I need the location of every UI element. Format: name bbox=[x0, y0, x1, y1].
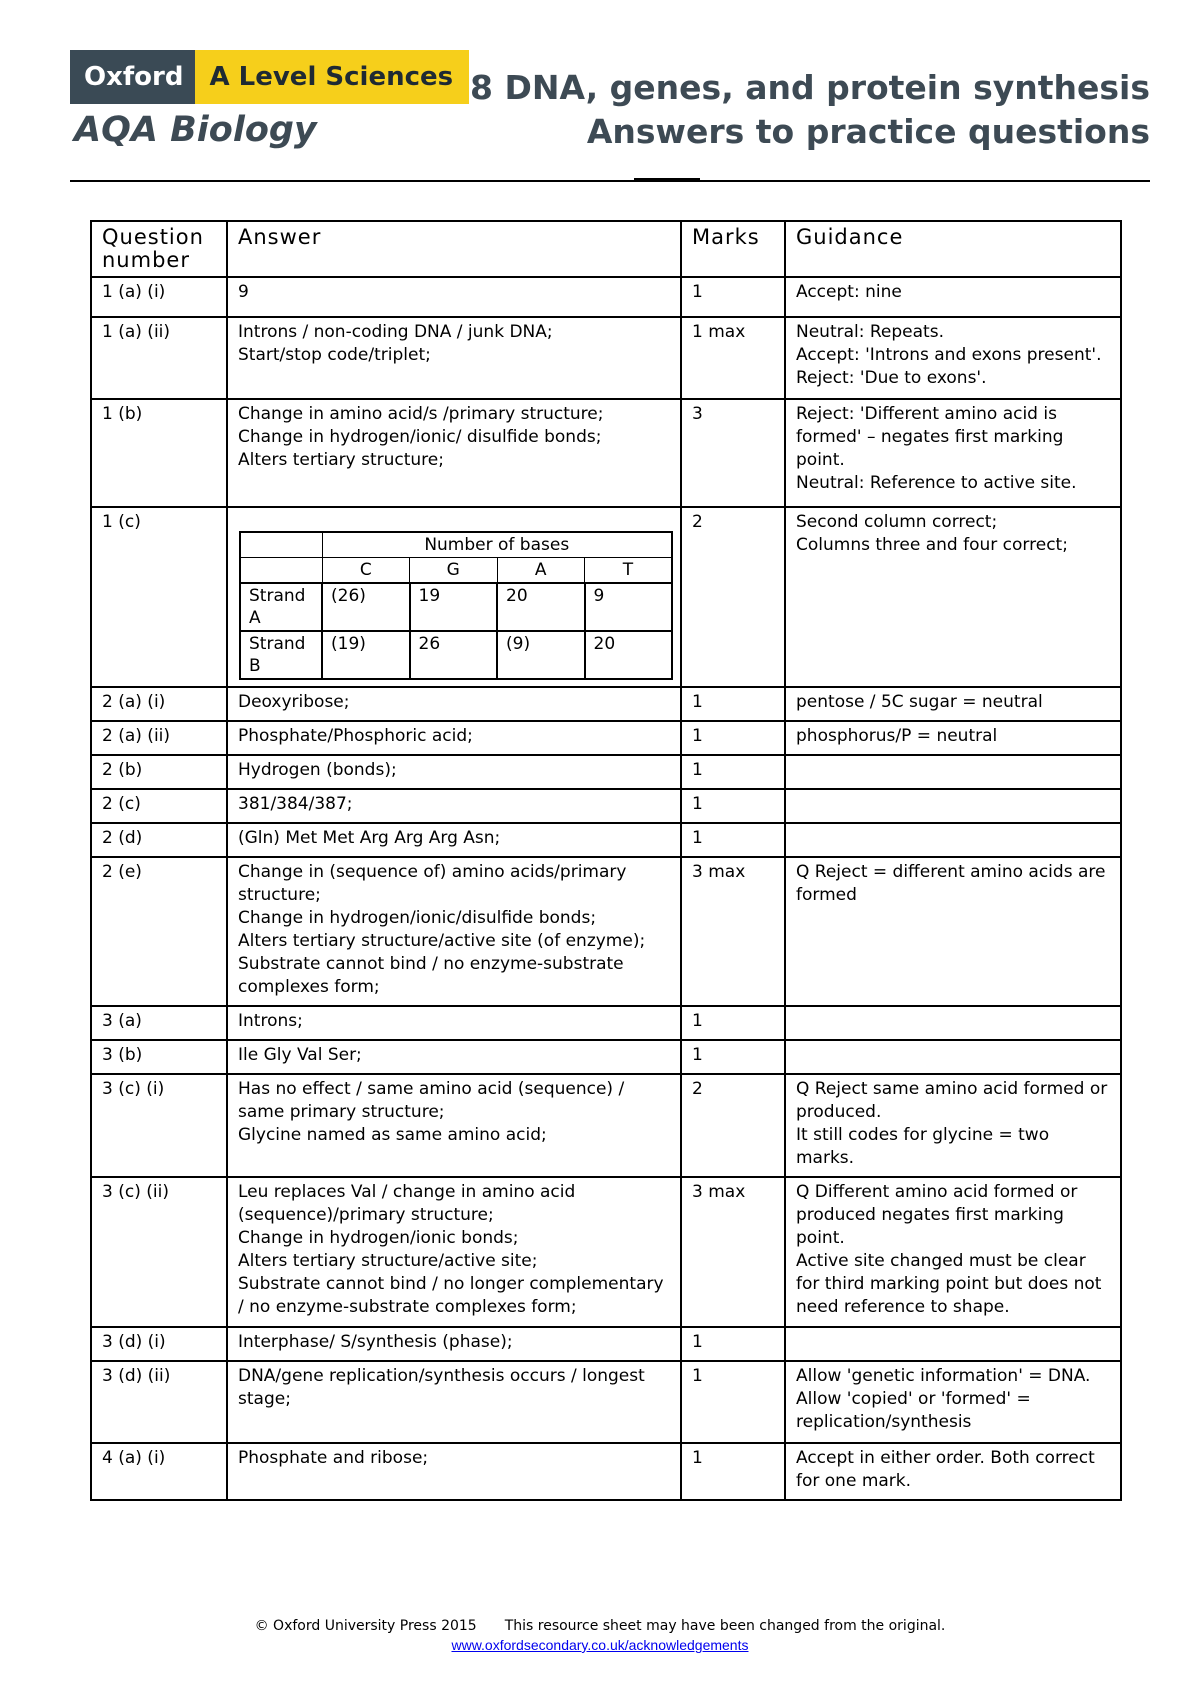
bases-value: 20 bbox=[585, 631, 673, 679]
answer-line: Hydrogen (bonds); bbox=[238, 760, 397, 780]
guidance-cell bbox=[785, 399, 1121, 507]
bases-column-a: A bbox=[497, 558, 585, 584]
answer-line: Change in hydrogen/ionic/disulfide bonds; bbox=[238, 908, 597, 928]
guidance-cell bbox=[785, 1443, 1121, 1500]
header-divider-accent bbox=[634, 178, 700, 180]
title-line-2: Answers to practice questions bbox=[586, 112, 1150, 151]
answer-line: Change in hydrogen/ionic/ disulfide bonds; bbox=[238, 427, 602, 447]
resource-notice: This resource sheet may have been changed from the original. bbox=[504, 1618, 946, 1634]
marks-cell: 2 bbox=[681, 1074, 785, 1177]
answer-line: Change in (sequence of) amino acids/primary structure; bbox=[238, 862, 627, 905]
document-title bbox=[470, 66, 1150, 154]
question-number: 2 (c) bbox=[91, 789, 227, 823]
answer-cell bbox=[227, 789, 681, 823]
marks-cell: 1 max bbox=[681, 317, 785, 399]
table-row bbox=[91, 277, 1121, 317]
answer-line: Has no effect / same amino acid (sequence) / same primary structure; bbox=[238, 1079, 625, 1122]
guidance-cell bbox=[785, 755, 1121, 789]
answer-line: Substrate cannot bind / no enzyme-substrate complexes form; bbox=[238, 954, 624, 997]
bases-value: (26) bbox=[322, 583, 410, 631]
table-row bbox=[91, 789, 1121, 823]
question-number: 2 (b) bbox=[91, 755, 227, 789]
bases-value: 20 bbox=[497, 583, 585, 631]
oxford-logo bbox=[70, 50, 469, 104]
guidance-line: Q Different amino acid formed or produced negates first marking point. bbox=[796, 1182, 1078, 1248]
question-number: 1 (a) (ii) bbox=[91, 317, 227, 399]
header-question-number: Question number bbox=[91, 221, 227, 277]
question-number: 3 (b) bbox=[91, 1040, 227, 1074]
guidance-cell bbox=[785, 823, 1121, 857]
bases-header: Number of bases bbox=[322, 532, 672, 558]
answer-line: Phosphate/Phosphoric acid; bbox=[238, 726, 473, 746]
guidance-line: Allow 'genetic information' = DNA. bbox=[796, 1366, 1091, 1386]
question-number: 2 (e) bbox=[91, 857, 227, 1006]
guidance-line: phosphorus/P = neutral bbox=[796, 726, 998, 746]
answer-cell bbox=[227, 823, 681, 857]
table-row bbox=[91, 1006, 1121, 1040]
table-row bbox=[91, 1361, 1121, 1443]
page-footer bbox=[0, 1618, 1200, 1653]
bases-table bbox=[239, 531, 673, 680]
answer-line: Deoxyribose; bbox=[238, 692, 350, 712]
answer-line: Ile Gly Val Ser; bbox=[238, 1045, 362, 1065]
guidance-cell bbox=[785, 1006, 1121, 1040]
bases-corner-2 bbox=[240, 558, 322, 584]
question-number: 1 (b) bbox=[91, 399, 227, 507]
guidance-cell bbox=[785, 687, 1121, 721]
answer-cell bbox=[227, 399, 681, 507]
guidance-line: Q Reject same amino acid formed or produced. bbox=[796, 1079, 1108, 1122]
strand-label: Strand B bbox=[240, 631, 322, 679]
guidance-line: Reject: 'Due to exons'. bbox=[796, 368, 987, 388]
answer-line: Introns; bbox=[238, 1011, 303, 1031]
guidance-cell bbox=[785, 1074, 1121, 1177]
guidance-cell bbox=[785, 317, 1121, 399]
question-number: 3 (d) (ii) bbox=[91, 1361, 227, 1443]
guidance-cell bbox=[785, 277, 1121, 317]
marks-cell: 1 bbox=[681, 687, 785, 721]
guidance-line: Accept: nine bbox=[796, 282, 902, 302]
answer-cell bbox=[227, 317, 681, 399]
header-marks: Marks bbox=[681, 221, 785, 277]
bases-value: 9 bbox=[585, 583, 673, 631]
answer-line: Alters tertiary structure; bbox=[238, 450, 444, 470]
marks-cell: 3 max bbox=[681, 1177, 785, 1327]
answer-cell bbox=[227, 687, 681, 721]
answer-cell bbox=[227, 1074, 681, 1177]
acknowledgements-link[interactable]: www.oxfordsecondary.co.uk/acknowledgements bbox=[451, 1637, 749, 1653]
marks-cell: 1 bbox=[681, 1006, 785, 1040]
guidance-line: Accept in either order. Both correct for one mark. bbox=[796, 1448, 1095, 1491]
answer-line: Phosphate and ribose; bbox=[238, 1448, 429, 1468]
marks-cell: 1 bbox=[681, 277, 785, 317]
marks-cell: 3 bbox=[681, 399, 785, 507]
table-row bbox=[91, 1074, 1121, 1177]
marks-cell: 3 max bbox=[681, 857, 785, 1006]
guidance-line: Second column correct; bbox=[796, 512, 998, 532]
answer-line: Alters tertiary structure/active site (of enzyme); bbox=[238, 931, 646, 951]
answer-line: Change in hydrogen/ionic bonds; bbox=[238, 1228, 519, 1248]
answer-cell bbox=[227, 507, 681, 687]
guidance-line: It still codes for glycine = two marks. bbox=[796, 1125, 1050, 1168]
bases-value: (19) bbox=[322, 631, 410, 679]
bases-column-g: G bbox=[410, 558, 498, 584]
answer-line: Interphase/ S/synthesis (phase); bbox=[238, 1332, 513, 1352]
answer-cell bbox=[227, 755, 681, 789]
marks-cell: 1 bbox=[681, 721, 785, 755]
table-row bbox=[91, 857, 1121, 1006]
answer-line: (Gln) Met Met Arg Arg Arg Asn; bbox=[238, 828, 501, 848]
logo-series: A Level Sciences bbox=[195, 50, 469, 104]
answer-cell bbox=[227, 721, 681, 755]
bases-value: 26 bbox=[410, 631, 498, 679]
table-row bbox=[91, 507, 1121, 687]
guidance-cell bbox=[785, 789, 1121, 823]
table-row bbox=[91, 1177, 1121, 1327]
table-row bbox=[91, 1327, 1121, 1361]
table-row bbox=[91, 823, 1121, 857]
answer-line: Glycine named as same amino acid; bbox=[238, 1125, 547, 1145]
guidance-cell bbox=[785, 507, 1121, 687]
marks-cell: 1 bbox=[681, 1443, 785, 1500]
marks-cell: 1 bbox=[681, 1327, 785, 1361]
marks-cell: 1 bbox=[681, 1361, 785, 1443]
subject-title: AQA Biology bbox=[74, 110, 317, 150]
table-row bbox=[91, 755, 1121, 789]
question-number: 3 (d) (i) bbox=[91, 1327, 227, 1361]
copyright-text: © Oxford University Press 2015 bbox=[254, 1618, 477, 1634]
answer-cell bbox=[227, 1327, 681, 1361]
answer-cell bbox=[227, 1361, 681, 1443]
answer-line: Start/stop code/triplet; bbox=[238, 345, 431, 365]
question-number: 2 (a) (i) bbox=[91, 687, 227, 721]
guidance-line: Accept: 'Introns and exons present'. bbox=[796, 345, 1102, 365]
guidance-line: Columns three and four correct; bbox=[796, 535, 1068, 555]
table-header-row bbox=[91, 221, 1121, 277]
table-row bbox=[91, 317, 1121, 399]
table-row bbox=[91, 399, 1121, 507]
guidance-line: Neutral: Reference to active site. bbox=[796, 473, 1077, 493]
marks-cell: 1 bbox=[681, 823, 785, 857]
table-row bbox=[91, 1040, 1121, 1074]
bases-value: 19 bbox=[410, 583, 498, 631]
guidance-line: Q Reject = different amino acids are formed bbox=[796, 862, 1106, 905]
answer-cell bbox=[227, 1443, 681, 1500]
guidance-line: Allow 'copied' or 'formed' = replication/synthesis bbox=[796, 1389, 1031, 1432]
answer-cell bbox=[227, 1177, 681, 1327]
title-line-1: 8 DNA, genes, and protein synthesis bbox=[470, 68, 1150, 107]
guidance-cell bbox=[785, 1040, 1121, 1074]
strand-label: Strand A bbox=[240, 583, 322, 631]
answer-line: Change in amino acid/s /primary structure; bbox=[238, 404, 604, 424]
answer-line: Leu replaces Val / change in amino acid (sequence)/primary structure; bbox=[238, 1182, 576, 1225]
guidance-cell bbox=[785, 857, 1121, 1006]
question-number: 3 (c) (ii) bbox=[91, 1177, 227, 1327]
table-row bbox=[91, 721, 1121, 755]
header-guidance: Guidance bbox=[785, 221, 1121, 277]
answer-cell bbox=[227, 277, 681, 317]
question-number: 4 (a) (i) bbox=[91, 1443, 227, 1500]
header-divider bbox=[70, 180, 1150, 182]
answer-cell bbox=[227, 1040, 681, 1074]
answer-line: Introns / non-coding DNA / junk DNA; bbox=[238, 322, 553, 342]
guidance-cell bbox=[785, 721, 1121, 755]
answers-table bbox=[90, 220, 1122, 1501]
question-number: 2 (a) (ii) bbox=[91, 721, 227, 755]
logo-oxford: Oxford bbox=[70, 50, 195, 104]
guidance-cell bbox=[785, 1327, 1121, 1361]
answer-line: DNA/gene replication/synthesis occurs / longest stage; bbox=[238, 1366, 645, 1409]
guidance-line: Active site changed must be clear for third marking point but does not need reference to shape. bbox=[796, 1251, 1102, 1317]
marks-cell: 1 bbox=[681, 789, 785, 823]
question-number: 3 (c) (i) bbox=[91, 1074, 227, 1177]
marks-cell: 1 bbox=[681, 755, 785, 789]
question-number: 1 (a) (i) bbox=[91, 277, 227, 317]
table-row bbox=[91, 1443, 1121, 1500]
answer-cell bbox=[227, 857, 681, 1006]
bases-value: (9) bbox=[497, 631, 585, 679]
guidance-line: Reject: 'Different amino acid is formed' – negates first marking point. bbox=[796, 404, 1064, 470]
guidance-line: Neutral: Repeats. bbox=[796, 322, 944, 342]
answer-line: Substrate cannot bind / no longer complementary / no enzyme-substrate complexes form; bbox=[238, 1274, 664, 1317]
question-number: 3 (a) bbox=[91, 1006, 227, 1040]
bases-column-t: T bbox=[585, 558, 673, 584]
header-answer: Answer bbox=[227, 221, 681, 277]
bases-column-c: C bbox=[322, 558, 410, 584]
guidance-cell bbox=[785, 1177, 1121, 1327]
bases-corner bbox=[240, 532, 322, 558]
answer-line: Alters tertiary structure/active site; bbox=[238, 1251, 538, 1271]
marks-cell: 1 bbox=[681, 1040, 785, 1074]
question-number: 2 (d) bbox=[91, 823, 227, 857]
answer-line: 9 bbox=[238, 282, 249, 302]
answer-line: 381/384/387; bbox=[238, 794, 353, 814]
guidance-line: pentose / 5C sugar = neutral bbox=[796, 692, 1043, 712]
question-number: 1 (c) bbox=[91, 507, 227, 687]
answer-cell bbox=[227, 1006, 681, 1040]
marks-cell: 2 bbox=[681, 507, 785, 687]
table-row bbox=[91, 687, 1121, 721]
guidance-cell bbox=[785, 1361, 1121, 1443]
